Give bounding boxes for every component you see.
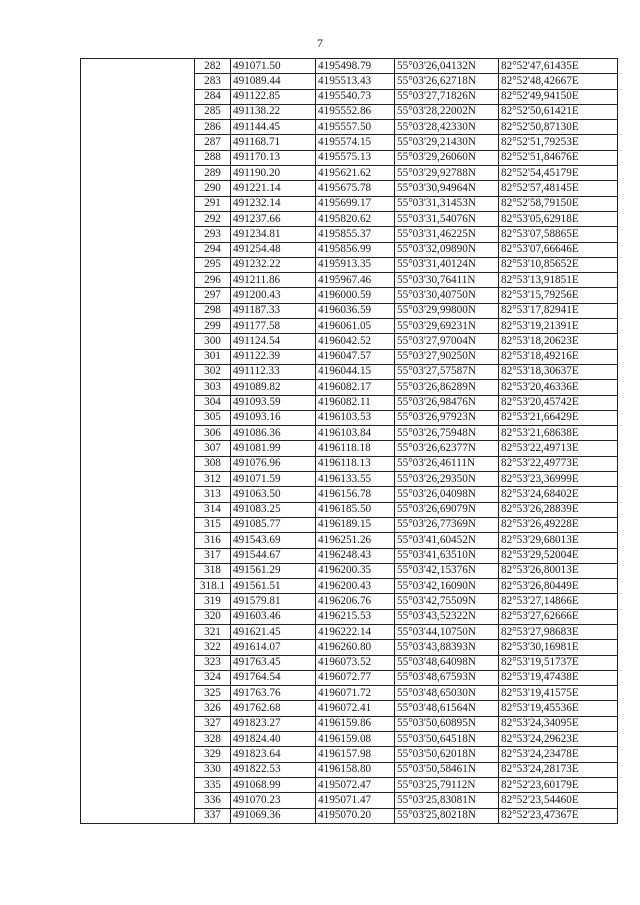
y-coordinate-cell: 4196118.18 bbox=[316, 441, 395, 456]
point-number-cell: 305 bbox=[195, 410, 231, 425]
point-number-cell: 329 bbox=[195, 747, 231, 762]
point-number-cell: 291 bbox=[195, 196, 231, 211]
latitude-cell: 55°03'26,62718N bbox=[395, 74, 499, 89]
longitude-cell: 82°52'58,79150E bbox=[499, 196, 618, 211]
y-coordinate-cell: 4195913.35 bbox=[316, 257, 395, 272]
longitude-cell: 82°52'47,61435E bbox=[499, 59, 618, 74]
point-number-cell: 318 bbox=[195, 563, 231, 578]
point-number-cell: 290 bbox=[195, 181, 231, 196]
longitude-cell: 82°53'19,47438E bbox=[499, 670, 618, 685]
longitude-cell: 82°52'50,87130E bbox=[499, 120, 618, 135]
y-coordinate-cell: 4196042.52 bbox=[316, 334, 395, 349]
point-number-cell: 295 bbox=[195, 257, 231, 272]
x-coordinate-cell: 491822.53 bbox=[231, 762, 316, 777]
point-number-cell: 294 bbox=[195, 242, 231, 257]
point-number-cell: 282 bbox=[195, 59, 231, 74]
coordinates-table bbox=[80, 58, 618, 824]
longitude-cell: 82°52'57,48145E bbox=[499, 181, 618, 196]
latitude-cell: 55°03'27,57587N bbox=[395, 364, 499, 379]
latitude-cell: 55°03'48,64098N bbox=[395, 655, 499, 670]
x-coordinate-cell: 491170.13 bbox=[231, 150, 316, 165]
y-coordinate-cell: 4196047.57 bbox=[316, 349, 395, 364]
point-number-cell: 299 bbox=[195, 319, 231, 334]
longitude-cell: 82°53'24,29623E bbox=[499, 732, 618, 747]
y-coordinate-cell: 4195557.50 bbox=[316, 120, 395, 135]
x-coordinate-cell: 491190.20 bbox=[231, 166, 316, 181]
y-coordinate-cell: 4195855.37 bbox=[316, 227, 395, 242]
latitude-cell: 55°03'50,62018N bbox=[395, 747, 499, 762]
y-coordinate-cell: 4196072.77 bbox=[316, 670, 395, 685]
point-number-cell: 288 bbox=[195, 150, 231, 165]
x-coordinate-cell: 491221.14 bbox=[231, 181, 316, 196]
x-coordinate-cell: 491579.81 bbox=[231, 594, 316, 609]
x-coordinate-cell: 491093.16 bbox=[231, 410, 316, 425]
x-coordinate-cell: 491824.40 bbox=[231, 732, 316, 747]
y-coordinate-cell: 4195699.17 bbox=[316, 196, 395, 211]
blank-leading-cell bbox=[81, 59, 195, 824]
x-coordinate-cell: 491112.33 bbox=[231, 364, 316, 379]
x-coordinate-cell: 491211.86 bbox=[231, 273, 316, 288]
latitude-cell: 55°03'25,80218N bbox=[395, 808, 499, 823]
longitude-cell: 82°53'27,62666E bbox=[499, 609, 618, 624]
y-coordinate-cell: 4196159.08 bbox=[316, 732, 395, 747]
x-coordinate-cell: 491603.46 bbox=[231, 609, 316, 624]
x-coordinate-cell: 491071.59 bbox=[231, 472, 316, 487]
x-coordinate-cell: 491122.85 bbox=[231, 89, 316, 104]
latitude-cell: 55°03'31,40124N bbox=[395, 257, 499, 272]
point-number-cell: 319 bbox=[195, 594, 231, 609]
x-coordinate-cell: 491187.33 bbox=[231, 303, 316, 318]
longitude-cell: 82°53'21,68638E bbox=[499, 426, 618, 441]
latitude-cell: 55°03'28,22002N bbox=[395, 104, 499, 119]
latitude-cell: 55°03'28,42330N bbox=[395, 120, 499, 135]
latitude-cell: 55°03'29,26060N bbox=[395, 150, 499, 165]
x-coordinate-cell: 491124.54 bbox=[231, 334, 316, 349]
longitude-cell: 82°53'05,62918E bbox=[499, 211, 618, 226]
x-coordinate-cell: 491086.36 bbox=[231, 426, 316, 441]
x-coordinate-cell: 491764.54 bbox=[231, 670, 316, 685]
latitude-cell: 55°03'43,52322N bbox=[395, 609, 499, 624]
longitude-cell: 82°53'24,23478E bbox=[499, 747, 618, 762]
latitude-cell: 55°03'27,90250N bbox=[395, 349, 499, 364]
point-number-cell: 314 bbox=[195, 502, 231, 517]
latitude-cell: 55°03'25,83081N bbox=[395, 793, 499, 808]
y-coordinate-cell: 4196061.05 bbox=[316, 319, 395, 334]
y-coordinate-cell: 4195675.78 bbox=[316, 181, 395, 196]
longitude-cell: 82°52'49,94150E bbox=[499, 89, 618, 104]
point-number-cell: 304 bbox=[195, 395, 231, 410]
x-coordinate-cell: 491138.22 bbox=[231, 104, 316, 119]
y-coordinate-cell: 4196248.43 bbox=[316, 548, 395, 563]
point-number-cell: 315 bbox=[195, 517, 231, 532]
longitude-cell: 82°52'48,42667E bbox=[499, 74, 618, 89]
point-number-cell: 286 bbox=[195, 120, 231, 135]
latitude-cell: 55°03'27,71826N bbox=[395, 89, 499, 104]
longitude-cell: 82°53'17,82941E bbox=[499, 303, 618, 318]
longitude-cell: 82°53'29,68013E bbox=[499, 533, 618, 548]
longitude-cell: 82°53'27,98683E bbox=[499, 624, 618, 639]
x-coordinate-cell: 491621.45 bbox=[231, 624, 316, 639]
x-coordinate-cell: 491614.07 bbox=[231, 640, 316, 655]
y-coordinate-cell: 4195070.20 bbox=[316, 808, 395, 823]
point-number-cell: 321 bbox=[195, 624, 231, 639]
point-number-cell: 302 bbox=[195, 364, 231, 379]
latitude-cell: 55°03'32,09890N bbox=[395, 242, 499, 257]
latitude-cell: 55°03'50,64518N bbox=[395, 732, 499, 747]
y-coordinate-cell: 4195513.43 bbox=[316, 74, 395, 89]
x-coordinate-cell: 491232.14 bbox=[231, 196, 316, 211]
longitude-cell: 82°52'23,60179E bbox=[499, 777, 618, 792]
point-number-cell: 292 bbox=[195, 211, 231, 226]
page-number: 7 bbox=[317, 36, 323, 50]
point-number-cell: 313 bbox=[195, 487, 231, 502]
latitude-cell: 55°03'25,79112N bbox=[395, 777, 499, 792]
x-coordinate-cell: 491561.29 bbox=[231, 563, 316, 578]
y-coordinate-cell: 4196072.41 bbox=[316, 701, 395, 716]
latitude-cell: 55°03'48,67593N bbox=[395, 670, 499, 685]
latitude-cell: 55°03'43,88393N bbox=[395, 640, 499, 655]
y-coordinate-cell: 4196103.53 bbox=[316, 410, 395, 425]
x-coordinate-cell: 491122.39 bbox=[231, 349, 316, 364]
point-number-cell: 283 bbox=[195, 74, 231, 89]
point-number-cell: 300 bbox=[195, 334, 231, 349]
point-number-cell: 306 bbox=[195, 426, 231, 441]
y-coordinate-cell: 4196260.80 bbox=[316, 640, 395, 655]
y-coordinate-cell: 4195071.47 bbox=[316, 793, 395, 808]
latitude-cell: 55°03'50,58461N bbox=[395, 762, 499, 777]
latitude-cell: 55°03'26,04132N bbox=[395, 59, 499, 74]
y-coordinate-cell: 4196071.72 bbox=[316, 686, 395, 701]
point-number-cell: 308 bbox=[195, 456, 231, 471]
x-coordinate-cell: 491081.99 bbox=[231, 441, 316, 456]
point-number-cell: 337 bbox=[195, 808, 231, 823]
latitude-cell: 55°03'26,46111N bbox=[395, 456, 499, 471]
latitude-cell: 55°03'30,76411N bbox=[395, 273, 499, 288]
point-number-cell: 307 bbox=[195, 441, 231, 456]
point-number-cell: 323 bbox=[195, 655, 231, 670]
y-coordinate-cell: 4195820.62 bbox=[316, 211, 395, 226]
x-coordinate-cell: 491254.48 bbox=[231, 242, 316, 257]
x-coordinate-cell: 491234.81 bbox=[231, 227, 316, 242]
latitude-cell: 55°03'29,69231N bbox=[395, 319, 499, 334]
latitude-cell: 55°03'26,75948N bbox=[395, 426, 499, 441]
y-coordinate-cell: 4196133.55 bbox=[316, 472, 395, 487]
y-coordinate-cell: 4195540.73 bbox=[316, 89, 395, 104]
longitude-cell: 82°53'24,28173E bbox=[499, 762, 618, 777]
x-coordinate-cell: 491763.76 bbox=[231, 686, 316, 701]
x-coordinate-cell: 491237.66 bbox=[231, 211, 316, 226]
y-coordinate-cell: 4195574.15 bbox=[316, 135, 395, 150]
y-coordinate-cell: 4196103.84 bbox=[316, 426, 395, 441]
point-number-cell: 303 bbox=[195, 380, 231, 395]
point-number-cell: 335 bbox=[195, 777, 231, 792]
latitude-cell: 55°03'41,60452N bbox=[395, 533, 499, 548]
point-number-cell: 296 bbox=[195, 273, 231, 288]
longitude-cell: 82°53'19,51737E bbox=[499, 655, 618, 670]
latitude-cell: 55°03'29,92788N bbox=[395, 166, 499, 181]
x-coordinate-cell: 491823.27 bbox=[231, 716, 316, 731]
y-coordinate-cell: 4195498.79 bbox=[316, 59, 395, 74]
y-coordinate-cell: 4195552.86 bbox=[316, 104, 395, 119]
latitude-cell: 55°03'42,16090N bbox=[395, 579, 499, 594]
latitude-cell: 55°03'29,21430N bbox=[395, 135, 499, 150]
y-coordinate-cell: 4196157.98 bbox=[316, 747, 395, 762]
longitude-cell: 82°52'51,79253E bbox=[499, 135, 618, 150]
longitude-cell: 82°53'13,91851E bbox=[499, 273, 618, 288]
y-coordinate-cell: 4196036.59 bbox=[316, 303, 395, 318]
longitude-cell: 82°52'23,47367E bbox=[499, 808, 618, 823]
point-number-cell: 287 bbox=[195, 135, 231, 150]
point-number-cell: 320 bbox=[195, 609, 231, 624]
point-number-cell: 293 bbox=[195, 227, 231, 242]
latitude-cell: 55°03'26,97923N bbox=[395, 410, 499, 425]
x-coordinate-cell: 491232.22 bbox=[231, 257, 316, 272]
y-coordinate-cell: 4196206.76 bbox=[316, 594, 395, 609]
longitude-cell: 82°53'26,49228E bbox=[499, 517, 618, 532]
longitude-cell: 82°53'29,52004E bbox=[499, 548, 618, 563]
point-number-cell: 284 bbox=[195, 89, 231, 104]
latitude-cell: 55°03'26,77369N bbox=[395, 517, 499, 532]
y-coordinate-cell: 4196251.26 bbox=[316, 533, 395, 548]
latitude-cell: 55°03'26,86289N bbox=[395, 380, 499, 395]
longitude-cell: 82°53'18,30637E bbox=[499, 364, 618, 379]
y-coordinate-cell: 4196189.15 bbox=[316, 517, 395, 532]
longitude-cell: 82°53'20,45742E bbox=[499, 395, 618, 410]
y-coordinate-cell: 4196222.14 bbox=[316, 624, 395, 639]
longitude-cell: 82°53'20,46336E bbox=[499, 380, 618, 395]
longitude-cell: 82°53'26,80449E bbox=[499, 579, 618, 594]
point-number-cell: 301 bbox=[195, 349, 231, 364]
x-coordinate-cell: 491177.58 bbox=[231, 319, 316, 334]
y-coordinate-cell: 4195856.99 bbox=[316, 242, 395, 257]
x-coordinate-cell: 491144.45 bbox=[231, 120, 316, 135]
longitude-cell: 82°53'24,68402E bbox=[499, 487, 618, 502]
longitude-cell: 82°53'27,14866E bbox=[499, 594, 618, 609]
latitude-cell: 55°03'26,98476N bbox=[395, 395, 499, 410]
table-body bbox=[81, 59, 618, 824]
latitude-cell: 55°03'31,54076N bbox=[395, 211, 499, 226]
longitude-cell: 82°53'19,41575E bbox=[499, 686, 618, 701]
point-number-cell: 297 bbox=[195, 288, 231, 303]
y-coordinate-cell: 4196000.59 bbox=[316, 288, 395, 303]
latitude-cell: 55°03'48,61564N bbox=[395, 701, 499, 716]
latitude-cell: 55°03'30,40750N bbox=[395, 288, 499, 303]
x-coordinate-cell: 491544.67 bbox=[231, 548, 316, 563]
y-coordinate-cell: 4196185.50 bbox=[316, 502, 395, 517]
longitude-cell: 82°53'19,45536E bbox=[499, 701, 618, 716]
longitude-cell: 82°53'15,79256E bbox=[499, 288, 618, 303]
point-number-cell: 289 bbox=[195, 166, 231, 181]
x-coordinate-cell: 491561.51 bbox=[231, 579, 316, 594]
longitude-cell: 82°53'07,66646E bbox=[499, 242, 618, 257]
longitude-cell: 82°53'18,20623E bbox=[499, 334, 618, 349]
latitude-cell: 55°03'42,75509N bbox=[395, 594, 499, 609]
x-coordinate-cell: 491543.69 bbox=[231, 533, 316, 548]
point-number-cell: 312 bbox=[195, 472, 231, 487]
point-number-cell: 330 bbox=[195, 762, 231, 777]
y-coordinate-cell: 4196159.86 bbox=[316, 716, 395, 731]
latitude-cell: 55°03'30,94964N bbox=[395, 181, 499, 196]
longitude-cell: 82°53'26,80013E bbox=[499, 563, 618, 578]
y-coordinate-cell: 4196073.52 bbox=[316, 655, 395, 670]
point-number-cell: 328 bbox=[195, 732, 231, 747]
longitude-cell: 82°52'54,45179E bbox=[499, 166, 618, 181]
latitude-cell: 55°03'26,62377N bbox=[395, 441, 499, 456]
longitude-cell: 82°53'26,28839E bbox=[499, 502, 618, 517]
latitude-cell: 55°03'41,63510N bbox=[395, 548, 499, 563]
latitude-cell: 55°03'44,10750N bbox=[395, 624, 499, 639]
point-number-cell: 325 bbox=[195, 686, 231, 701]
latitude-cell: 55°03'26,69079N bbox=[395, 502, 499, 517]
y-coordinate-cell: 4195575.13 bbox=[316, 150, 395, 165]
point-number-cell: 298 bbox=[195, 303, 231, 318]
table-row bbox=[81, 59, 618, 74]
x-coordinate-cell: 491762.68 bbox=[231, 701, 316, 716]
x-coordinate-cell: 491071.50 bbox=[231, 59, 316, 74]
longitude-cell: 82°53'22,49773E bbox=[499, 456, 618, 471]
y-coordinate-cell: 4196158.80 bbox=[316, 762, 395, 777]
x-coordinate-cell: 491200.43 bbox=[231, 288, 316, 303]
x-coordinate-cell: 491069.36 bbox=[231, 808, 316, 823]
y-coordinate-cell: 4196082.17 bbox=[316, 380, 395, 395]
latitude-cell: 55°03'27,97004N bbox=[395, 334, 499, 349]
longitude-cell: 82°53'22,49713E bbox=[499, 441, 618, 456]
x-coordinate-cell: 491763.45 bbox=[231, 655, 316, 670]
point-number-cell: 336 bbox=[195, 793, 231, 808]
point-number-cell: 327 bbox=[195, 716, 231, 731]
x-coordinate-cell: 491168.71 bbox=[231, 135, 316, 150]
latitude-cell: 55°03'42,15376N bbox=[395, 563, 499, 578]
y-coordinate-cell: 4195072.47 bbox=[316, 777, 395, 792]
x-coordinate-cell: 491085.77 bbox=[231, 517, 316, 532]
x-coordinate-cell: 491068.99 bbox=[231, 777, 316, 792]
x-coordinate-cell: 491089.44 bbox=[231, 74, 316, 89]
longitude-cell: 82°53'21,66429E bbox=[499, 410, 618, 425]
x-coordinate-cell: 491083.25 bbox=[231, 502, 316, 517]
x-coordinate-cell: 491823.64 bbox=[231, 747, 316, 762]
longitude-cell: 82°53'23,36999E bbox=[499, 472, 618, 487]
y-coordinate-cell: 4196118.13 bbox=[316, 456, 395, 471]
point-number-cell: 317 bbox=[195, 548, 231, 563]
longitude-cell: 82°53'10,85652E bbox=[499, 257, 618, 272]
point-number-cell: 326 bbox=[195, 701, 231, 716]
latitude-cell: 55°03'26,04098N bbox=[395, 487, 499, 502]
x-coordinate-cell: 491076.96 bbox=[231, 456, 316, 471]
point-number-cell: 285 bbox=[195, 104, 231, 119]
longitude-cell: 82°53'24,34095E bbox=[499, 716, 618, 731]
longitude-cell: 82°52'51,84676E bbox=[499, 150, 618, 165]
y-coordinate-cell: 4195967.46 bbox=[316, 273, 395, 288]
y-coordinate-cell: 4196215.53 bbox=[316, 609, 395, 624]
longitude-cell: 82°52'50,61421E bbox=[499, 104, 618, 119]
longitude-cell: 82°52'23,54460E bbox=[499, 793, 618, 808]
y-coordinate-cell: 4196200.35 bbox=[316, 563, 395, 578]
y-coordinate-cell: 4196200.43 bbox=[316, 579, 395, 594]
latitude-cell: 55°03'31,31453N bbox=[395, 196, 499, 211]
x-coordinate-cell: 491070.23 bbox=[231, 793, 316, 808]
longitude-cell: 82°53'18,49216E bbox=[499, 349, 618, 364]
point-number-cell: 322 bbox=[195, 640, 231, 655]
point-number-cell: 318.1 bbox=[195, 579, 231, 594]
y-coordinate-cell: 4196156.78 bbox=[316, 487, 395, 502]
point-number-cell: 324 bbox=[195, 670, 231, 685]
y-coordinate-cell: 4196082.11 bbox=[316, 395, 395, 410]
point-number-cell: 316 bbox=[195, 533, 231, 548]
latitude-cell: 55°03'50,60895N bbox=[395, 716, 499, 731]
longitude-cell: 82°53'07,58865E bbox=[499, 227, 618, 242]
y-coordinate-cell: 4195621.62 bbox=[316, 166, 395, 181]
y-coordinate-cell: 4196044.15 bbox=[316, 364, 395, 379]
longitude-cell: 82°53'19,21391E bbox=[499, 319, 618, 334]
latitude-cell: 55°03'48,65030N bbox=[395, 686, 499, 701]
longitude-cell: 82°53'30,16981E bbox=[499, 640, 618, 655]
x-coordinate-cell: 491089.82 bbox=[231, 380, 316, 395]
x-coordinate-cell: 491063.50 bbox=[231, 487, 316, 502]
latitude-cell: 55°03'26,29350N bbox=[395, 472, 499, 487]
latitude-cell: 55°03'29,99800N bbox=[395, 303, 499, 318]
x-coordinate-cell: 491093.59 bbox=[231, 395, 316, 410]
latitude-cell: 55°03'31,46225N bbox=[395, 227, 499, 242]
